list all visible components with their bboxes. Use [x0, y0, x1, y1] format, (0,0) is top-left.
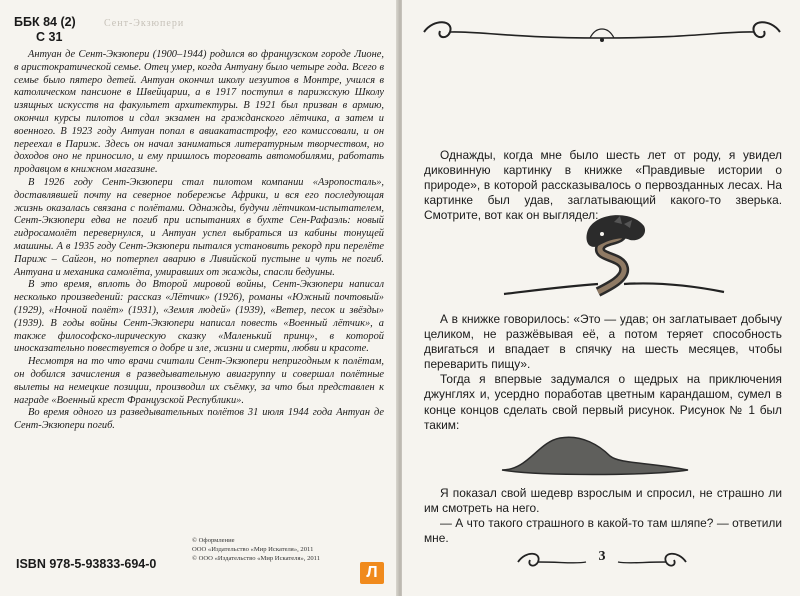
isbn: ISBN 978-5-93833-694-0 — [16, 557, 157, 571]
bio-paragraph: Несмотря на то что врачи считали Сент-Экзюпери непригодным к полётам, он добился зачисления в разведывательную авиагруппу и совершал полётные вылеты на немецкие позиции, производил их съёмку, за что был представлен к награде «Военный крест Французской Республики». — [14, 356, 384, 406]
page-number: 3 — [598, 549, 606, 564]
bio-paragraph: В 1926 году Сент-Экзюпери стал пилотом компании «Аэропосталь», доставлявшей почту на северное побережье Африки, и вся его последующая жизнь оказалась связана с полётами. Однажды, будучи лётчиком-испытателем, Сент-Экзюпери едва не погиб при испытаниях в бухте Сен-Рафаэль: новый гидросамолёт перевернулся, и Антуан успел выбраться из кабины тонущей машины. А в 1935 году Сент-Экзюпери пытался установить рекорд при перелёте Париж – Сайгон, но потерпел аварию в Ливийской пустыне и чуть не погиб. Антуана и механика самолёта, умиравших от жажды, спасли бедуины. — [14, 176, 384, 278]
imprint-line: ООО «Издательство «Мир Искателя», 2011 — [192, 546, 314, 553]
author-biography — [14, 49, 384, 433]
story-paragraph: Однажды, когда мне было шесть лет от роду, я увидел диковинную картинку в книжке «Правдивые истории о природе», в которой рассказывалось о первозданных лесах. На картинке был удав, заглатывающий какого-то зверька. Смотрите, вот как он выглядел: — [424, 148, 782, 223]
bio-paragraph: Во время одного из разведывательных полётов 31 июля 1944 года Антуан де Сент-Экзюпери погиб. — [14, 407, 384, 432]
imprint-line: © Оформление — [192, 537, 235, 544]
show-through-title: Сент-Экзюпери — [104, 18, 185, 29]
story-paragraph: Я показал свой шедевр взрослым и спросил, не страшно ли им смотреть на него. — [424, 486, 782, 516]
bio-paragraph: Антуан де Сент-Экзюпери (1900–1944) родился во французском городе Лионе, в аристократической семье. Отец умер, когда Антуану было четыре года. Всего в семье было пятеро детей. Антуан окончил школу иезуитов в Монтре, учился в католическом пансионе в Швейцарии, а в 1917 поступил в парижскую Школу изящных искусств на факультет архитектуры. В 1921 был призван в армию, окончил курсы пилотов и сдал экзамен на гражданского лётчика, а затем и военного. В 1923 году Антуан попал в авиакатастрофу, его комиссовали, и он переехал в Париж. Здесь он начал заниматься литературным творчеством, но доходов оно не приносило, и ему пришлось торговать автомобилями, работать продавцом в книжном магазине. — [14, 49, 384, 176]
drawing-number-one-illustration — [498, 430, 694, 480]
right-page — [402, 0, 800, 596]
left-page — [0, 0, 398, 596]
story-paragraph: А в книжке говорилось: «Это — удав; он заглатывает добычу целиком, не разжёвывая её, а потом теряет способность двигаться и впадает в спячку на шесть месяцев, чтобы переварить пищу». — [424, 312, 782, 372]
top-ornament-icon — [420, 14, 784, 50]
copyright-imprint — [192, 536, 320, 563]
bbk-subcode: С 31 — [36, 30, 63, 44]
imprint-line: © ООО «Издательство «Мир Искателя», 2011 — [192, 555, 321, 562]
boa-constrictor-illustration — [498, 212, 728, 312]
bio-paragraph: В это время, вплоть до Второй мировой войны, Сент-Экзюпери написал несколько произведений: рассказ «Лётчик» (1926), романы «Южный почтовый» (1929), «Ночной полёт» (1931), «Земля людей» (1939), «Ветер, песок и звёзды» (1939). В годы войны Сент-Экзюпери написал повесть «Военный лётчик», а также философско-лирическую сказку «Маленький принц», в которой иносказательно повествуется о добре и зле, жизни и смерти, любви и красоте. — [14, 279, 384, 355]
story-paragraph: Тогда я впервые задумался о щедрых на приключения джунглях и, усердно поработав цветным карандашом, сумел в конце концов сделать свой первый рисунок. Рисунок № 1 был таким: — [424, 372, 782, 432]
story-paragraph: — А что такого страшного в какой-то там шляпе? — ответили мне. — [424, 516, 782, 546]
site-watermark-logo: Л — [360, 562, 384, 584]
bbk-code: ББК 84 (2) — [14, 15, 76, 29]
